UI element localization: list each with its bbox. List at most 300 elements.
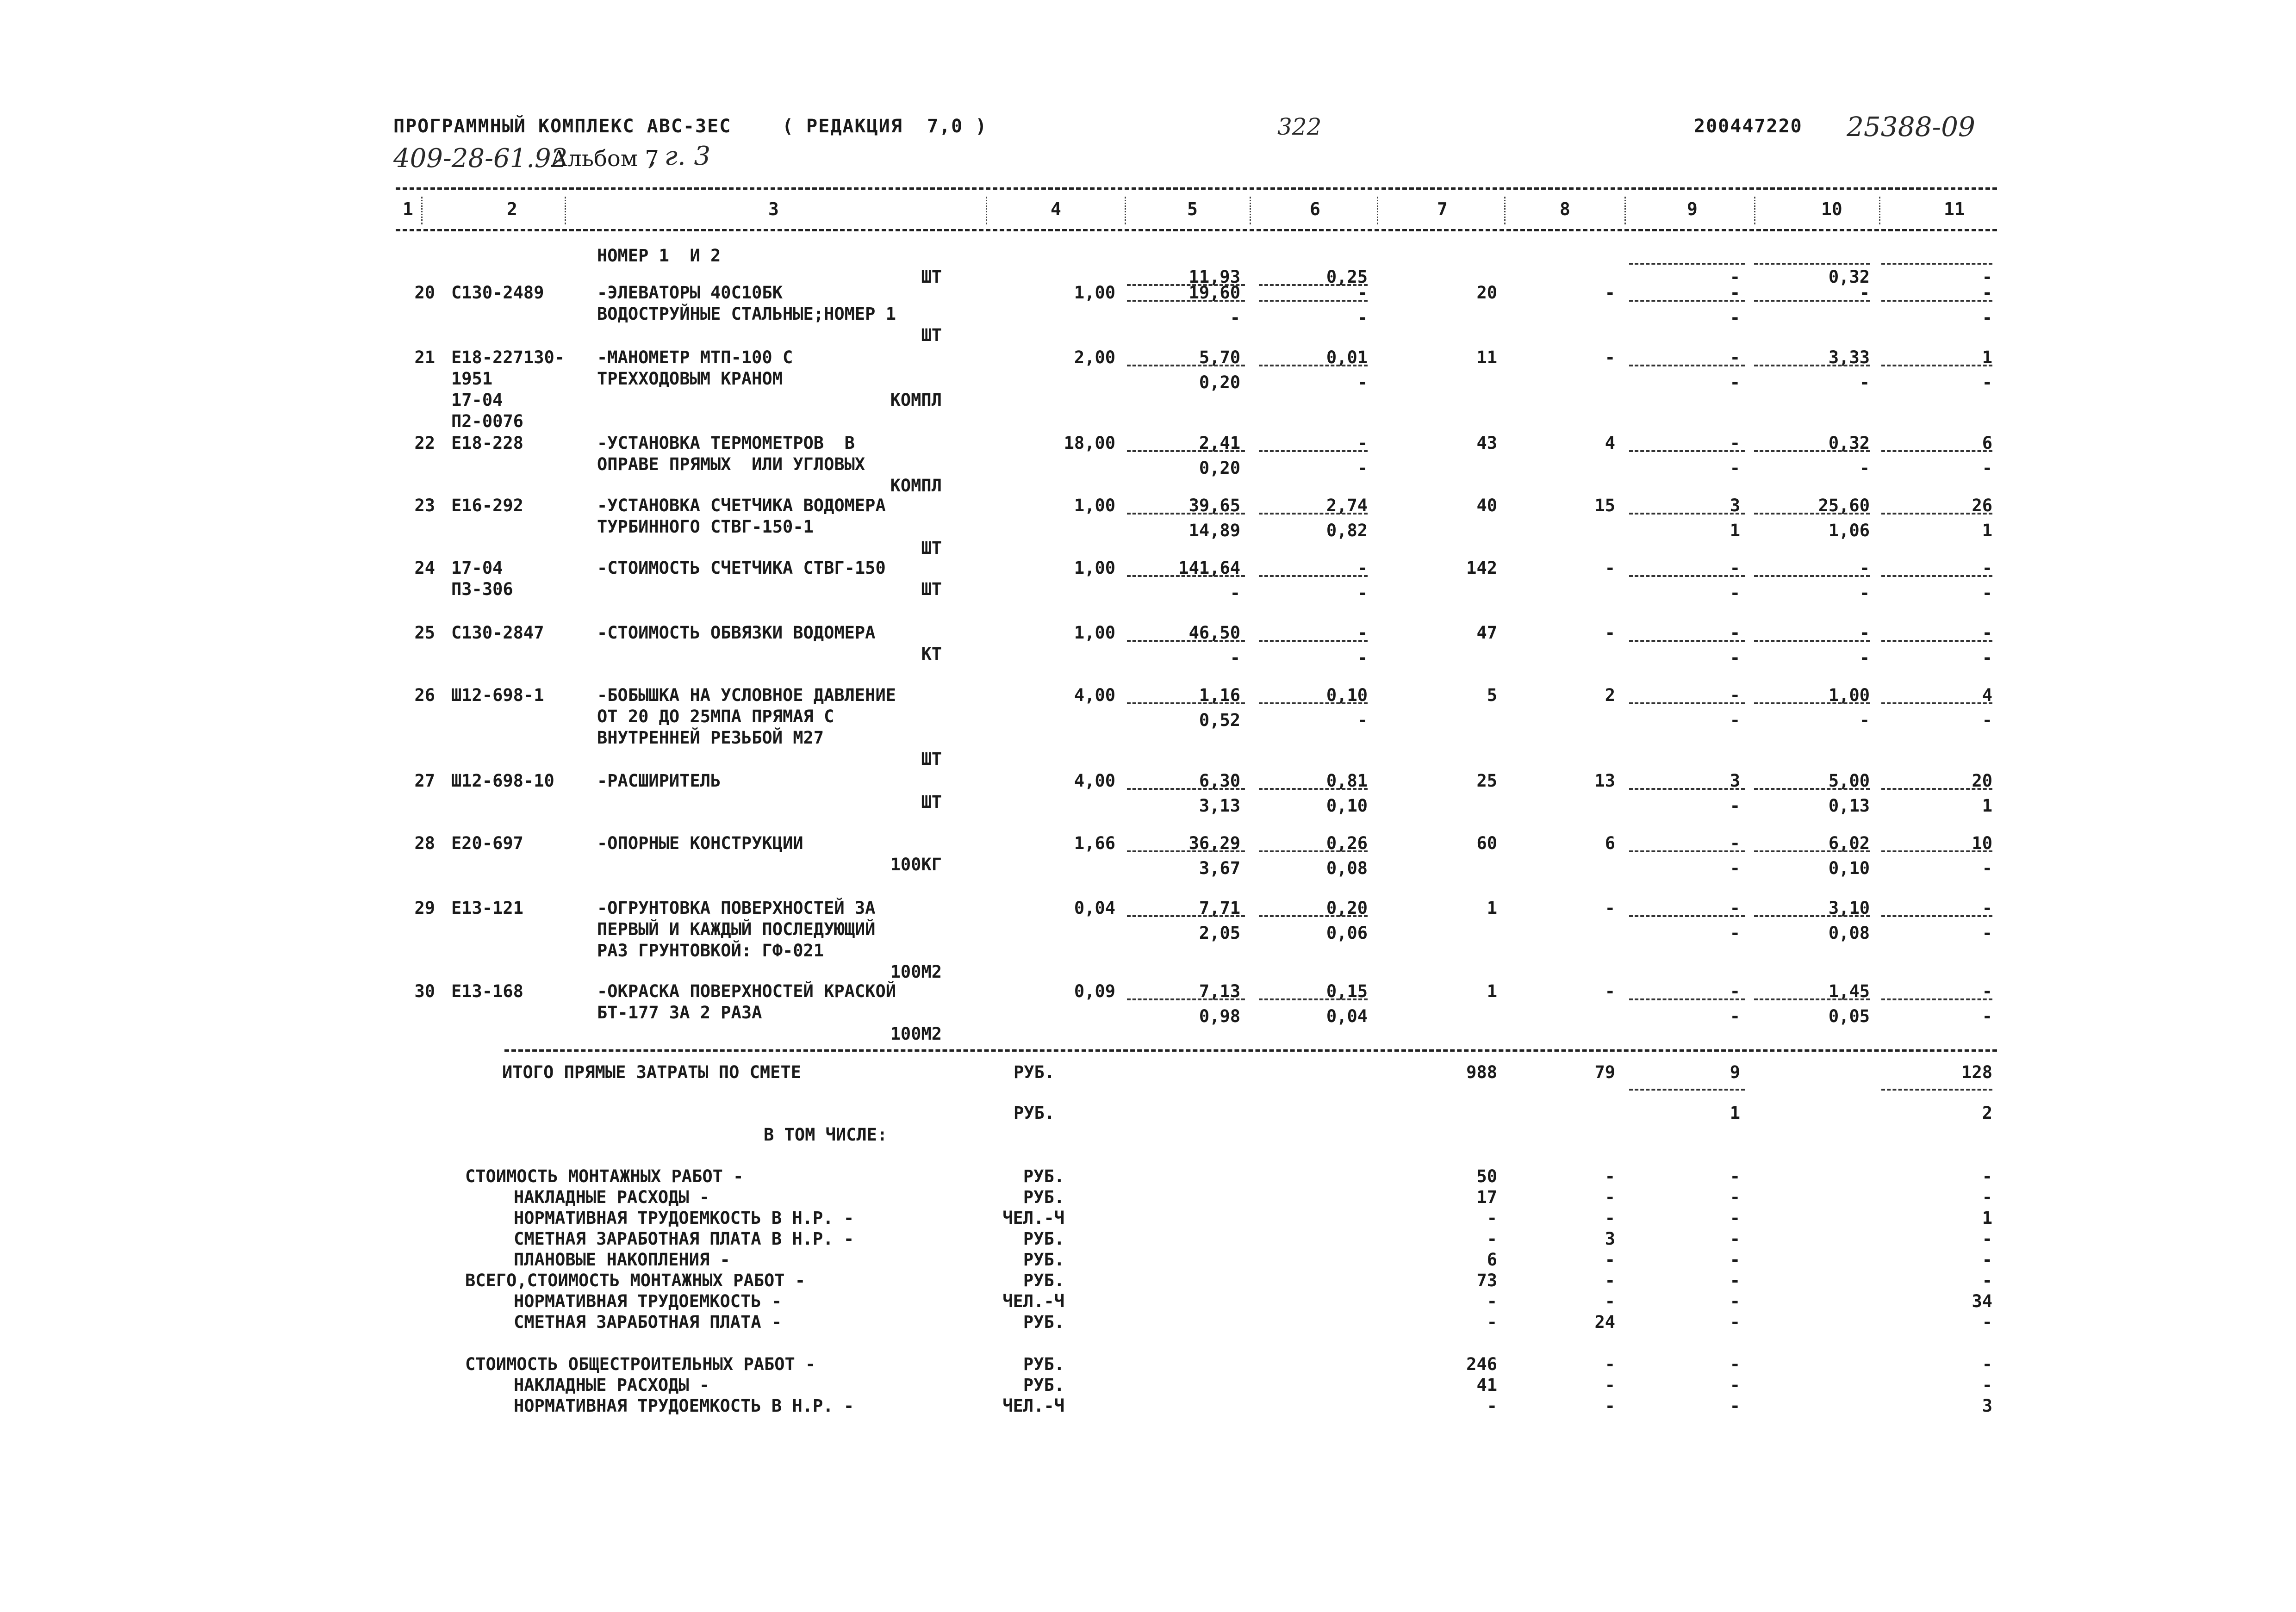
total-cost-cell: 5 — [1487, 685, 1497, 705]
summary-cost: - — [1487, 1291, 1497, 1311]
wage-sub-cell: 0,04 — [1326, 1006, 1368, 1026]
labor-total-cell: - — [1982, 558, 1992, 578]
cell-rule — [1127, 365, 1245, 366]
totals-wage: 79 — [1594, 1062, 1615, 1082]
total-cost-cell: 40 — [1476, 496, 1497, 515]
labor-total-sub-cell: - — [1982, 923, 1992, 943]
summary-wage: 3 — [1605, 1229, 1615, 1249]
cell-rule — [1881, 263, 1992, 265]
row-number: 27 — [414, 771, 435, 791]
total-wage-cell: 13 — [1594, 771, 1615, 791]
machine-cell: - — [1730, 558, 1740, 578]
labor-cell: 0,32 — [1828, 433, 1870, 453]
cell-rule — [1127, 998, 1245, 1000]
machine-cell: 3 — [1730, 496, 1740, 515]
header-rule-bottom — [396, 229, 1997, 231]
labor-total-cell: 1 — [1982, 347, 1992, 367]
column-separator — [1879, 197, 1880, 224]
unit-cost-cell: 19,60 — [1188, 283, 1240, 303]
summary-cost: - — [1487, 1312, 1497, 1332]
cell-rule — [1259, 513, 1368, 515]
summary-labor: 34 — [1972, 1291, 1992, 1311]
summary-label: СМЕТНАЯ ЗАРАБОТНАЯ ПЛАТА В Н.Р. - — [514, 1229, 854, 1249]
unit-cost-sub-cell: 3,67 — [1199, 858, 1240, 878]
machine-sub-cell: - — [1730, 710, 1740, 730]
doc-code: 200447220 — [1694, 116, 1803, 137]
summary-machine: - — [1730, 1229, 1740, 1249]
summary-cost: 41 — [1476, 1375, 1497, 1395]
qty-cell: 1,00 — [1074, 558, 1115, 578]
cell-rule — [1881, 300, 1992, 302]
cell-rule — [1259, 575, 1368, 577]
labor-total-sub-cell: 1 — [1982, 796, 1992, 816]
total-cost-cell: 20 — [1476, 283, 1497, 303]
column-separator — [986, 197, 987, 224]
qty-cell: 2,00 — [1074, 347, 1115, 367]
cell-rule — [1629, 513, 1745, 515]
labor-sub-cell: - — [1859, 458, 1870, 478]
machine-cell: 3 — [1730, 771, 1740, 791]
cell-rule — [1754, 640, 1870, 642]
totals-labor: 128 — [1961, 1062, 1992, 1082]
labor-total-sub-cell: - — [1982, 1006, 1992, 1026]
wage-cell: - — [1357, 433, 1368, 453]
summary-wage: - — [1605, 1250, 1615, 1270]
machine-sub-cell: - — [1730, 372, 1740, 392]
cell-rule — [1127, 575, 1245, 577]
row-name: -ОПОРНЫЕ КОНСТРУКЦИИ — [597, 833, 803, 853]
cell-rule — [1629, 702, 1745, 704]
qty-cell: 1,00 — [1074, 496, 1115, 515]
summary-wage: - — [1605, 1271, 1615, 1290]
summary-cost: 73 — [1476, 1271, 1497, 1290]
cell-rule — [1629, 365, 1745, 366]
machine-sub-cell: - — [1730, 1006, 1740, 1026]
column-separator — [1624, 197, 1626, 224]
total-cost-cell: 60 — [1476, 833, 1497, 853]
summary-cost: 6 — [1487, 1250, 1497, 1270]
summary-unit: ЧЕЛ.-Ч — [1002, 1396, 1064, 1416]
cell-rule — [1259, 915, 1368, 917]
cell-rule — [1754, 702, 1870, 704]
summary-labor: 3 — [1982, 1396, 1992, 1416]
unit-cost-sub-cell: 0,20 — [1199, 372, 1240, 392]
cell-rule — [1127, 702, 1245, 704]
row-code: Е16-292 — [451, 496, 523, 515]
machine-cell: - — [1730, 347, 1740, 367]
summary-unit: ЧЕЛ.-Ч — [1002, 1291, 1064, 1311]
labor-cell: 1,00 — [1828, 685, 1870, 705]
total-wage-cell: 6 — [1605, 833, 1615, 853]
row-unit: 100М2 — [890, 962, 942, 982]
total-cost-cell: 1 — [1487, 898, 1497, 918]
cell-rule — [1754, 513, 1870, 515]
total-wage-cell: 4 — [1605, 433, 1615, 453]
wage-cell: 0,10 — [1326, 685, 1368, 705]
wage-sub-cell: 0,10 — [1326, 796, 1368, 816]
unit-cost-cell: 1,16 — [1199, 685, 1240, 705]
machine-sub-cell: - — [1730, 583, 1740, 603]
row-name: -СТОИМОСТЬ СЧЕТЧИКА СТВГ-150 — [597, 558, 886, 578]
cell-rule — [1629, 640, 1745, 642]
wage-cell: - — [1357, 623, 1368, 643]
labor-total-cell: - — [1982, 898, 1992, 918]
labor-total-cell: 4 — [1982, 685, 1992, 705]
labor-cell: 1,45 — [1828, 981, 1870, 1001]
column-number-8: 8 — [1560, 199, 1570, 219]
qty-cell: 0,09 — [1074, 981, 1115, 1001]
machine-cell: - — [1730, 833, 1740, 853]
cell-rule — [1629, 915, 1745, 917]
wage-cell: 0,01 — [1326, 347, 1368, 367]
labor-total-sub-cell: - — [1982, 858, 1992, 878]
cell-rule — [1629, 575, 1745, 577]
cell-rule — [1881, 640, 1992, 642]
cell-rule — [1754, 300, 1870, 302]
labor-total-sub-cell: - — [1982, 710, 1992, 730]
labor-cell: - — [1859, 623, 1870, 643]
column-number-1: 1 — [403, 199, 413, 219]
cell-rule — [1881, 998, 1992, 1000]
summary-wage: - — [1605, 1166, 1615, 1186]
summary-machine: - — [1730, 1250, 1740, 1270]
summary-cost: - — [1487, 1208, 1497, 1228]
album-number: 409-28-61.92 — [393, 143, 568, 174]
machine-sub-cell: - — [1730, 796, 1740, 816]
cell-rule — [1754, 575, 1870, 577]
unit-cost-sub-cell: 0,98 — [1199, 1006, 1240, 1026]
wage-cell: 0,26 — [1326, 833, 1368, 853]
column-separator — [1377, 197, 1378, 224]
totals-machine: 9 — [1730, 1062, 1740, 1082]
summary-cost: 17 — [1476, 1187, 1497, 1207]
unit-cost-sub-cell: - — [1230, 583, 1240, 603]
unit-cost-cell: 2,41 — [1199, 433, 1240, 453]
summary-labor: - — [1982, 1312, 1992, 1332]
cell-rule — [1754, 998, 1870, 1000]
machine-cell: - — [1730, 283, 1740, 303]
unit-cost-cell: 5,70 — [1199, 347, 1240, 367]
summary-unit: РУБ. — [1023, 1354, 1064, 1374]
row-number: 24 — [414, 558, 435, 578]
cell-rule — [1127, 513, 1245, 515]
total-cost-cell: 43 — [1476, 433, 1497, 453]
machine-sub-cell: 1 — [1730, 521, 1740, 540]
cell-rule — [1127, 300, 1245, 302]
labor-sub-cell: 0,13 — [1828, 796, 1870, 816]
labor-total-sub-cell: 1 — [1982, 521, 1992, 540]
edition: ( РЕДАКЦИЯ 7,0 ) — [782, 116, 988, 137]
row-code: Е20-697 — [451, 833, 523, 853]
row-unit: ШТ — [921, 749, 942, 769]
cell-rule — [1754, 263, 1870, 265]
summary-labor: - — [1982, 1375, 1992, 1395]
labor-total-sub-cell: - — [1982, 648, 1992, 668]
wage-sub-cell: 0,82 — [1326, 521, 1368, 540]
cell-rule — [1629, 788, 1745, 790]
wage-sub-cell: - — [1357, 710, 1368, 730]
summary-unit: РУБ. — [1023, 1229, 1064, 1249]
summary-cost: 246 — [1466, 1354, 1497, 1374]
wage-cell: 0,20 — [1326, 898, 1368, 918]
total-cost-cell: 47 — [1476, 623, 1497, 643]
row-code: Е18-228 — [451, 433, 523, 453]
cell-rule — [1754, 450, 1870, 452]
row-code: С130-2847 — [451, 623, 544, 643]
row-unit: 100КГ — [890, 855, 942, 874]
labor-cell: - — [1859, 283, 1870, 303]
machine-sub-cell: - — [1730, 458, 1740, 478]
column-number-11: 11 — [1944, 199, 1965, 219]
labor-total-sub-cell: - — [1982, 583, 1992, 603]
labor-total-sub-cell: - — [1982, 308, 1992, 328]
row-number: 21 — [414, 347, 435, 367]
row-number: 28 — [414, 833, 435, 853]
summary-wage: - — [1605, 1291, 1615, 1311]
including-label: В ТОМ ЧИСЛЕ: — [764, 1125, 888, 1145]
labor-sub-cell: - — [1859, 583, 1870, 603]
totals-unit: РУБ. — [1014, 1062, 1055, 1082]
labor-sub-cell: - — [1859, 372, 1870, 392]
summary-labor: - — [1982, 1229, 1992, 1249]
row-code: Е13-168 — [451, 981, 523, 1001]
qty-cell: 1,00 — [1074, 283, 1115, 303]
qty-cell: 4,00 — [1074, 771, 1115, 791]
row-name: -БОБЫШКА НА УСЛОВНОЕ ДАВЛЕНИЕ ОТ 20 ДО 25МПА ПРЯМАЯ С ВНУТРЕННЕЙ РЕЗЬБОЙ М27 — [597, 685, 896, 748]
labor-total-cell: 10 — [1972, 833, 1992, 853]
summary-label: СМЕТНАЯ ЗАРАБОТНАЯ ПЛАТА - — [514, 1312, 782, 1332]
cell-rule — [1881, 850, 1992, 852]
wage-cell: - — [1357, 558, 1368, 578]
row-unit: ШТ — [921, 792, 942, 812]
labor-total-cell: - — [1982, 981, 1992, 1001]
total-cost-cell: 1 — [1487, 981, 1497, 1001]
total-cost-cell: 25 — [1476, 771, 1497, 791]
wage-sub-cell: 0,08 — [1326, 858, 1368, 878]
summary-machine: - — [1730, 1375, 1740, 1395]
summary-labor: 1 — [1982, 1208, 1992, 1228]
cell-rule — [1881, 702, 1992, 704]
cell-rule — [1881, 365, 1992, 366]
cell-rule — [1259, 365, 1368, 366]
summary-unit: РУБ. — [1023, 1166, 1064, 1186]
row-unit: КОМПЛ — [890, 390, 942, 410]
album-part: , г. 3 — [648, 141, 711, 171]
column-separator — [1504, 197, 1506, 224]
cell-rule — [1629, 450, 1745, 452]
row-unit: 100М2 — [890, 1024, 942, 1044]
summary-unit: ЧЕЛ.-Ч — [1002, 1208, 1064, 1228]
column-number-6: 6 — [1310, 199, 1320, 219]
column-number-10: 10 — [1821, 199, 1842, 219]
unit-cost-cell: 141,64 — [1178, 558, 1240, 578]
cell-rule — [1629, 263, 1745, 265]
column-separator — [1754, 197, 1755, 224]
labor-cell: 6,02 — [1828, 833, 1870, 853]
column-number-4: 4 — [1051, 199, 1061, 219]
total-cost-cell: 11 — [1476, 347, 1497, 367]
wage-sub-cell: - — [1357, 308, 1368, 328]
cell-rule — [1127, 450, 1245, 452]
summary-wage: 24 — [1594, 1312, 1615, 1332]
summary-label: НАКЛАДНЫЕ РАСХОДЫ - — [514, 1187, 710, 1207]
program-title: ПРОГРАММНЫЙ КОМПЛЕКС АВС-3ЕС — [393, 116, 732, 137]
total-wage-cell: 2 — [1605, 685, 1615, 705]
row-code: С130-2489 — [451, 283, 544, 303]
cell-rule — [1881, 575, 1992, 577]
summary-labor: - — [1982, 1354, 1992, 1374]
summary-labor: - — [1982, 1187, 1992, 1207]
labor-sub-cell: 0,08 — [1828, 923, 1870, 943]
unit-cost-sub-cell: - — [1230, 308, 1240, 328]
totals-rule — [1881, 1089, 1992, 1091]
summary-unit: РУБ. — [1023, 1312, 1064, 1332]
cell-rule — [1629, 300, 1745, 302]
unit-cost-cell: 46,50 — [1188, 623, 1240, 643]
labor-sub-cell: 1,06 — [1828, 521, 1870, 540]
row-number: 23 — [414, 496, 435, 515]
unit-cost-cell: 7,71 — [1199, 898, 1240, 918]
row-number: 20 — [414, 283, 435, 303]
total-wage-cell: - — [1605, 558, 1615, 578]
summary-machine: - — [1730, 1312, 1740, 1332]
labor-sub-cell: - — [1859, 648, 1870, 668]
cell-rule — [1259, 702, 1368, 704]
totals-cost: 988 — [1466, 1062, 1497, 1082]
cell-rule — [1754, 788, 1870, 790]
summary-cost: 50 — [1476, 1166, 1497, 1186]
summary-machine: - — [1730, 1166, 1740, 1186]
machine-cell: - — [1730, 981, 1740, 1001]
cell-rule — [1754, 365, 1870, 366]
labor-sub-cell: 0,05 — [1828, 1006, 1870, 1026]
wage-sub-cell: - — [1357, 458, 1368, 478]
row-unit: КОМПЛ — [890, 476, 942, 496]
qty-cell: 0,04 — [1074, 898, 1115, 918]
row-code: Ш12-698-1 — [451, 685, 544, 705]
qty-cell: 18,00 — [1064, 433, 1115, 453]
row-name: -ОКРАСКА ПОВЕРХНОСТЕЙ КРАСКОЙ БТ-177 ЗА 2 РАЗА — [597, 981, 896, 1023]
total-cost-cell: 142 — [1466, 558, 1497, 578]
total-wage-cell: - — [1605, 623, 1615, 643]
summary-cost: - — [1487, 1229, 1497, 1249]
labor-cell: 25,60 — [1818, 496, 1870, 515]
page-number: 322 — [1277, 113, 1322, 140]
summary-label: НОРМАТИВНАЯ ТРУДОЕМКОСТЬ В Н.Р. - — [514, 1208, 854, 1228]
labor-total-cell: 6 — [1982, 433, 1992, 453]
wage-cell: 0,81 — [1326, 771, 1368, 791]
qty-cell: 4,00 — [1074, 685, 1115, 705]
machine-sub-cell: - — [1730, 858, 1740, 878]
machine-cell: - — [1730, 267, 1740, 287]
total-wage-cell: - — [1605, 981, 1615, 1001]
row-name: -ЭЛЕВАТОРЫ 40С10БК ВОДОСТРУЙНЫЕ СТАЛЬНЫЕ;НОМЕР 1 — [597, 283, 896, 324]
unit-cost-sub-cell: 2,05 — [1199, 923, 1240, 943]
unit-cost-sub-cell: 0,20 — [1199, 458, 1240, 478]
wage-cell: - — [1357, 283, 1368, 303]
cell-rule — [1127, 915, 1245, 917]
unit-cost-sub-cell: 14,89 — [1188, 521, 1240, 540]
unit-cost-cell: 36,29 — [1188, 833, 1240, 853]
cell-rule — [1259, 998, 1368, 1000]
total-wage-cell: - — [1605, 283, 1615, 303]
total-rule — [504, 1049, 1997, 1052]
cell-rule — [1881, 788, 1992, 790]
summary-unit: РУБ. — [1023, 1375, 1064, 1395]
labor-cell: 5,00 — [1828, 771, 1870, 791]
summary-labor: - — [1982, 1166, 1992, 1186]
summary-label: ВСЕГО,СТОИМОСТЬ МОНТАЖНЫХ РАБОТ - — [465, 1271, 806, 1290]
cell-rule — [1127, 850, 1245, 852]
wage-sub-cell: 0,06 — [1326, 923, 1368, 943]
cell-rule — [1127, 788, 1245, 790]
wage-cell: 0,25 — [1326, 267, 1368, 287]
cell-rule — [1259, 450, 1368, 452]
machine-cell: - — [1730, 623, 1740, 643]
row-number: 22 — [414, 433, 435, 453]
summary-machine: - — [1730, 1208, 1740, 1228]
row-number: 25 — [414, 623, 435, 643]
column-number-3: 3 — [768, 199, 779, 219]
labor-total-cell: 26 — [1972, 496, 1992, 515]
wage-sub-cell: - — [1357, 372, 1368, 392]
summary-cost: - — [1487, 1396, 1497, 1416]
row-code: Е18-227130- 1951 17-04 П2-0076 — [451, 347, 565, 431]
labor-total-sub-cell: - — [1982, 458, 1992, 478]
summary-machine: - — [1730, 1354, 1740, 1374]
summary-unit: РУБ. — [1023, 1250, 1064, 1270]
labor-total-cell: - — [1982, 623, 1992, 643]
summary-machine: - — [1730, 1396, 1740, 1416]
summary-unit: РУБ. — [1023, 1271, 1064, 1290]
summary-labor: - — [1982, 1250, 1992, 1270]
summary-wage: - — [1605, 1354, 1615, 1374]
row-name: -МАНОМЕТР МТП-100 С ТРЕХХОДОВЫМ КРАНОМ — [597, 347, 793, 389]
album-label: Альбом 7 — [551, 146, 659, 172]
row-number: 26 — [414, 685, 435, 705]
total-wage-cell: 15 — [1594, 496, 1615, 515]
column-number-9: 9 — [1687, 199, 1698, 219]
total-wage-cell: - — [1605, 898, 1615, 918]
summary-label: НАКЛАДНЫЕ РАСХОДЫ - — [514, 1375, 710, 1395]
machine-cell: - — [1730, 898, 1740, 918]
column-separator — [1250, 197, 1251, 224]
unit-cost-sub-cell: 3,13 — [1199, 796, 1240, 816]
labor-total-cell: 20 — [1972, 771, 1992, 791]
labor-cell: 3,10 — [1828, 898, 1870, 918]
row-name: -УСТАНОВКА ТЕРМОМЕТРОВ В ОПРАВЕ ПРЯМЫХ ИЛИ УГЛОВЫХ — [597, 433, 865, 474]
cell-rule — [1259, 284, 1368, 286]
cell-rule — [1754, 915, 1870, 917]
summary-machine: - — [1730, 1291, 1740, 1311]
qty-cell: 1,66 — [1074, 833, 1115, 853]
cell-rule — [1259, 850, 1368, 852]
row-unit: ШТ — [921, 325, 942, 345]
cell-rule — [1881, 513, 1992, 515]
summary-wage: - — [1605, 1187, 1615, 1207]
row-unit: КТ — [921, 644, 942, 664]
unit-cost-cell: 7,13 — [1199, 981, 1240, 1001]
wage-cell: 2,74 — [1326, 496, 1368, 515]
cell-rule — [1259, 640, 1368, 642]
cell-rule — [1259, 788, 1368, 790]
cell-rule — [1629, 998, 1745, 1000]
labor-cell: 0,32 — [1828, 267, 1870, 287]
totals-rule — [1629, 1089, 1745, 1091]
totals-labor-sub: 2 — [1982, 1103, 1992, 1123]
wage-cell: 0,15 — [1326, 981, 1368, 1001]
summary-machine: - — [1730, 1271, 1740, 1290]
